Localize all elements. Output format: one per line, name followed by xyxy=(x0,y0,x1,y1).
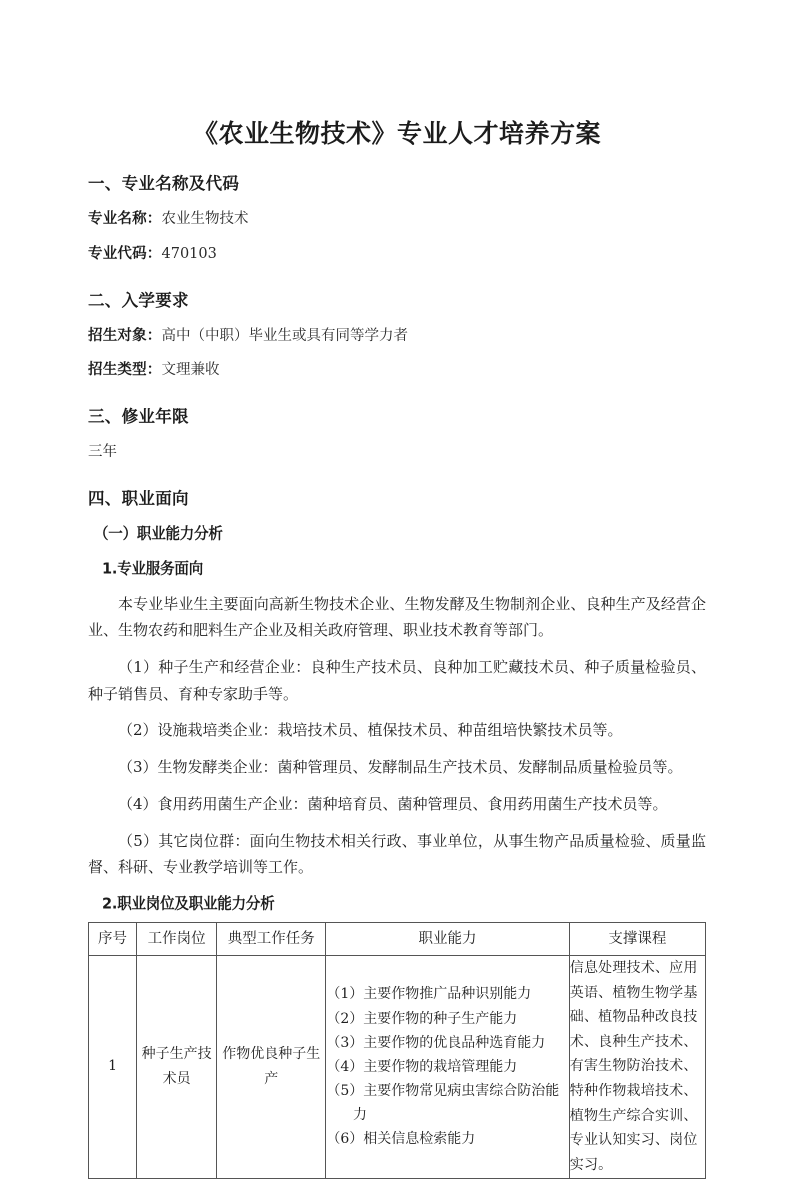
subsection-heading-competency-analysis: （一）职业能力分析 xyxy=(94,525,223,543)
ability-item: （1）主要作物推广品种识别能力 xyxy=(326,986,532,1003)
table-header-courses: 支撑课程 xyxy=(569,922,705,955)
ability-item: （6）相关信息检索能力 xyxy=(326,1130,476,1147)
list-item: （4）食用药用菌生产企业：菌种培育员、菌种管理员、食用药用菌生产技术员等。 xyxy=(118,794,668,813)
ability-item: （4）主要作物的栽培管理能力 xyxy=(326,1058,518,1075)
section-heading-study-duration: 三、修业年限 xyxy=(88,407,189,427)
table-header-no: 序号 xyxy=(89,922,137,955)
table-cell-abilities xyxy=(326,955,569,1178)
table-header-post: 工作岗位 xyxy=(137,922,217,955)
table-cell-courses: 信息处理技术、应用英语、植物生物学基础、植物品种改良技术、良种生产技术、有害生物防治技术、特种作物栽培技术、植物生产综合实训、专业认知实习、岗位实习。 xyxy=(569,955,705,1178)
field-major-name-value: 农业生物技术 xyxy=(161,211,249,228)
list-item: （3）生物发酵类企业：菌种管理员、发酵制品生产技术员、发酵制品质量检验员等。 xyxy=(118,758,683,777)
section-heading-career-orientation: 四、职业面向 xyxy=(88,488,189,508)
field-major-name xyxy=(88,196,706,231)
field-admission-target-value: 高中（中职）毕业生或具有同等学力者 xyxy=(161,327,408,344)
table-row xyxy=(89,955,706,1178)
ability-item: （3）主要作物的优良品种选育能力 xyxy=(326,1034,546,1051)
paragraph-service-orientation-intro: 本专业毕业生主要面向高新生物技术企业、生物发酵及生物制剂企业、良种生产及经营企业、生物农药和肥料生产企业及相关政府管理、职业技术教育等部门。 xyxy=(88,594,706,640)
section-heading-admission-requirements: 二、入学要求 xyxy=(88,290,189,310)
table-cell-post: 种子生产技术员 xyxy=(137,955,217,1178)
ability-list xyxy=(326,982,568,1151)
table-header-ability: 职业能力 xyxy=(326,922,569,955)
table-header-task: 典型工作任务 xyxy=(217,922,326,955)
page-title: 《农业生物技术》专业人才培养方案 xyxy=(192,119,601,148)
field-major-name-label: 专业名称： xyxy=(88,210,162,228)
field-study-years-value: 三年 xyxy=(88,444,117,461)
section-heading-major-name-code: 一、专业名称及代码 xyxy=(88,174,240,194)
subsection-heading-service-orientation: 1.专业服务面向 xyxy=(102,560,203,578)
field-admission-target-label: 招生对象： xyxy=(88,326,162,344)
field-admission-type-value: 文理兼收 xyxy=(161,362,220,379)
field-admission-type-label: 招生类型： xyxy=(88,361,162,379)
field-major-code-value: 470103 xyxy=(161,245,217,262)
ability-item: （5）主要作物常见病虫害综合防治能力 xyxy=(326,1082,560,1123)
subsection-heading-job-position-analysis: 2.职业岗位及职业能力分析 xyxy=(102,895,275,913)
field-admission-target xyxy=(88,313,706,348)
table-header-row xyxy=(89,922,706,955)
list-item: （5）其它岗位群：面向生物技术相关行政、事业单位，从事生物产品质量检验、质量监督、科研、专业教学培训等工作。 xyxy=(88,831,706,877)
field-major-code-label: 专业代码： xyxy=(88,244,162,262)
ability-item: （2）主要作物的种子生产能力 xyxy=(326,1010,518,1027)
field-admission-type xyxy=(88,347,706,382)
list-item: （2）设施栽培类企业：栽培技术员、植保技术员、种苗组培快繁技术员等。 xyxy=(118,721,623,740)
list-item: （1）种子生产和经营企业：良种生产技术员、良种加工贮藏技术员、种子质量检验员、种子销售员、育种专家助手等。 xyxy=(88,658,706,703)
job-competency-table xyxy=(88,922,706,1179)
field-major-code xyxy=(88,231,706,266)
table-cell-no: 1 xyxy=(89,955,137,1178)
document-content xyxy=(88,0,706,1179)
table-cell-task: 作物优良种子生产 xyxy=(217,955,326,1178)
